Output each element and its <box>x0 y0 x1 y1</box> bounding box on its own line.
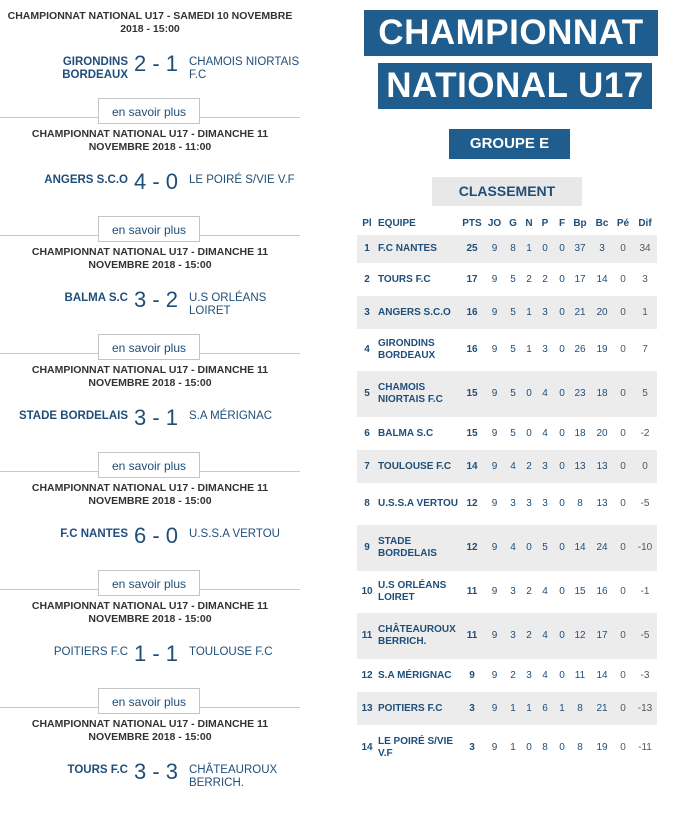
standings-row <box>357 450 657 483</box>
cell-n: 1 <box>526 306 532 318</box>
cell-g: 5 <box>510 427 516 439</box>
cell-g: 3 <box>510 498 516 509</box>
match-title-line1: CHAMPIONNAT NATIONAL U17 - SAMEDI 10 NOVEMBRE <box>7 10 293 22</box>
cell-bp: 8 <box>577 498 583 509</box>
cell-bc: 13 <box>596 498 608 509</box>
cell-pts: 15 <box>466 388 478 399</box>
cell-dif: -5 <box>640 630 650 641</box>
standings-row <box>357 417 657 450</box>
match-title-line2: NOVEMBRE 2018 - 15:00 <box>88 377 212 389</box>
match-score: 6 - 0 <box>133 523 179 548</box>
cell-pe: 0 <box>620 427 626 439</box>
cell-pe: 0 <box>620 388 626 399</box>
more-info-button[interactable]: en savoir plus <box>98 98 200 124</box>
cell-g: 5 <box>510 388 516 399</box>
cell-bp: 18 <box>574 427 586 439</box>
cell-p: 4 <box>542 586 548 597</box>
cell-jo: 9 <box>491 388 498 399</box>
header-bp: Bp <box>573 218 587 229</box>
cell-team[interactable]: F.C NANTES <box>378 243 437 254</box>
header-pts: PTS <box>462 218 482 229</box>
cell-n: 3 <box>526 669 532 681</box>
match-title-line1: CHAMPIONNAT NATIONAL U17 - DIMANCHE 11 <box>31 128 269 140</box>
cell-pts: 3 <box>469 742 475 753</box>
cell-n: 2 <box>526 586 532 597</box>
home-team[interactable]: GIRONDINS BORDEAUX <box>62 56 128 81</box>
cell-jo: 9 <box>491 460 498 472</box>
cell-p: 5 <box>542 542 548 553</box>
cell-n: 1 <box>526 243 532 254</box>
match-title-line2: 2018 - 15:00 <box>120 23 180 35</box>
header-bc: Bc <box>595 218 609 229</box>
cell-team[interactable]: BALMA S.C <box>378 427 434 439</box>
cell-jo: 9 <box>491 630 498 641</box>
match-title <box>0 246 300 272</box>
standings-row <box>357 329 657 371</box>
cell-p: 4 <box>542 388 548 399</box>
cell-n: 2 <box>526 273 532 285</box>
home-team[interactable]: ANGERS S.C.O <box>44 174 128 186</box>
cell-bc: 24 <box>596 542 608 553</box>
header-n: N <box>525 218 533 229</box>
match-title-line2: NOVEMBRE 2018 - 11:00 <box>88 141 212 153</box>
header-p: P <box>541 218 549 229</box>
competition-title-line2: NATIONAL U17 <box>378 63 652 109</box>
cell-jo: 9 <box>491 742 498 753</box>
group-badge: GROUPE E <box>449 129 570 159</box>
cell-bp: 17 <box>574 273 586 285</box>
cell-dif: 7 <box>642 344 648 355</box>
match-title-line1: CHAMPIONNAT NATIONAL U17 - DIMANCHE 11 <box>31 246 269 258</box>
cell-g: 4 <box>510 460 516 472</box>
cell-p: 6 <box>542 702 548 714</box>
cell-p: 2 <box>542 273 548 285</box>
cell-bc: 16 <box>596 586 608 597</box>
match-title <box>0 364 300 390</box>
match-title-line1: CHAMPIONNAT NATIONAL U17 - DIMANCHE 11 <box>31 364 269 376</box>
match-score: 2 - 1 <box>133 51 179 76</box>
match-list <box>0 0 300 788</box>
cell-f: 0 <box>559 498 565 509</box>
more-info-button[interactable]: en savoir plus <box>98 334 200 360</box>
cell-p: 3 <box>542 306 548 318</box>
cell-p: 4 <box>542 630 548 641</box>
cell-pts: 11 <box>466 586 478 597</box>
away-team[interactable]: U.S.S.A VERTOU <box>189 528 280 540</box>
cell-pe: 0 <box>620 669 626 681</box>
cell-team[interactable]: U.S ORLÉANS LOIRET <box>378 580 447 603</box>
cell-pl: 2 <box>364 273 370 285</box>
cell-f: 0 <box>559 306 565 318</box>
standings-row <box>357 371 657 417</box>
cell-pl: 11 <box>361 630 373 641</box>
match-title-line2: NOVEMBRE 2018 - 15:00 <box>88 613 212 625</box>
match-title <box>0 10 300 36</box>
match-card <box>0 472 300 590</box>
cell-dif: -10 <box>637 542 653 553</box>
cell-bc: 20 <box>596 306 608 318</box>
standings-row <box>357 613 657 659</box>
cell-bp: 13 <box>574 460 586 472</box>
header-g: G <box>509 218 517 229</box>
match-title <box>0 718 300 744</box>
cell-dif: -3 <box>640 669 650 681</box>
cell-g: 3 <box>510 630 516 641</box>
match-title-line1: CHAMPIONNAT NATIONAL U17 - DIMANCHE 11 <box>31 718 269 730</box>
cell-g: 1 <box>510 742 516 753</box>
match-card <box>0 354 300 472</box>
match-title <box>0 128 300 154</box>
cell-team[interactable]: CHÂTEAUROUX BERRICH. <box>378 624 456 647</box>
standings-table <box>357 213 657 771</box>
cell-dif: 34 <box>639 243 651 254</box>
standings-row <box>357 483 657 525</box>
cell-dif: 3 <box>642 273 648 285</box>
match-score: 4 - 0 <box>133 169 179 194</box>
cell-dif: -2 <box>640 427 650 439</box>
cell-team[interactable]: TOULOUSE F.C <box>378 460 452 472</box>
cell-f: 0 <box>559 586 565 597</box>
header-f: F <box>558 218 566 229</box>
header-pl: Pl <box>362 218 372 229</box>
cell-pts: 16 <box>466 344 478 355</box>
cell-n: 1 <box>526 702 532 714</box>
away-team[interactable]: LE POIRÉ S/VIE V.F <box>189 174 295 186</box>
cell-n: 2 <box>526 460 532 472</box>
cell-pts: 11 <box>466 630 478 641</box>
cell-pl: 5 <box>364 388 370 399</box>
cell-team[interactable]: STADE BORDELAIS <box>378 536 437 559</box>
standings-row <box>357 692 657 725</box>
away-team[interactable]: S.A MÉRIGNAC <box>189 410 273 422</box>
cell-p: 4 <box>542 669 548 681</box>
cell-bc: 19 <box>596 344 608 355</box>
more-info-button[interactable]: en savoir plus <box>98 452 200 478</box>
cell-pts: 15 <box>466 427 478 439</box>
cell-bc: 17 <box>596 630 608 641</box>
more-info-button[interactable]: en savoir plus <box>98 688 200 714</box>
cell-team[interactable]: ANGERS S.C.O <box>378 306 451 318</box>
cell-p: 3 <box>542 498 548 509</box>
cell-pl: 7 <box>364 460 370 472</box>
cell-jo: 9 <box>491 344 498 355</box>
cell-pl: 12 <box>361 669 373 681</box>
home-team[interactable]: STADE BORDELAIS <box>18 410 128 422</box>
cell-pts: 25 <box>466 243 478 254</box>
cell-f: 0 <box>559 243 565 254</box>
cell-bc: 3 <box>599 243 605 254</box>
cell-pts: 16 <box>466 306 478 318</box>
cell-p: 3 <box>542 460 548 472</box>
cell-team[interactable]: GIRONDINS BORDEAUX <box>378 338 436 361</box>
cell-g: 3 <box>510 586 516 597</box>
cell-g: 1 <box>510 702 516 714</box>
cell-bp: 11 <box>574 669 586 681</box>
cell-n: 2 <box>526 630 532 641</box>
away-team[interactable]: TOULOUSE F.C <box>189 646 273 658</box>
header-jo: JO <box>487 218 502 229</box>
standings-row <box>357 659 657 692</box>
cell-bp: 37 <box>574 243 586 254</box>
match-card <box>0 590 300 708</box>
cell-bp: 12 <box>574 630 586 641</box>
cell-team[interactable]: U.S.S.A VERTOU <box>378 498 459 509</box>
home-team[interactable]: F.C NANTES <box>60 528 128 540</box>
cell-p: 8 <box>542 742 548 753</box>
cell-dif: 5 <box>642 388 648 399</box>
home-team[interactable]: TOURS F.C <box>67 764 128 776</box>
cell-pts: 14 <box>466 460 478 472</box>
cell-p: 3 <box>542 344 548 355</box>
cell-f: 0 <box>559 273 565 285</box>
cell-g: 5 <box>510 344 516 355</box>
cell-jo: 9 <box>491 427 498 439</box>
cell-jo: 9 <box>491 306 498 318</box>
more-info-button[interactable]: en savoir plus <box>98 216 200 242</box>
cell-jo: 9 <box>491 542 498 553</box>
cell-bc: 21 <box>596 702 608 714</box>
match-score: 3 - 1 <box>133 405 179 430</box>
match-score: 1 - 1 <box>133 641 179 666</box>
cell-jo: 9 <box>491 243 498 254</box>
match-title-line2: NOVEMBRE 2018 - 15:00 <box>88 259 212 271</box>
cell-dif: -13 <box>637 702 653 714</box>
cell-bc: 18 <box>596 388 608 399</box>
cell-jo: 9 <box>491 702 498 714</box>
cell-team[interactable]: S.A MÉRIGNAC <box>378 669 452 681</box>
cell-bc: 14 <box>596 273 608 285</box>
cell-n: 0 <box>526 427 532 439</box>
standings-row <box>357 263 657 296</box>
cell-jo: 9 <box>491 586 498 597</box>
match-title-line1: CHAMPIONNAT NATIONAL U17 - DIMANCHE 11 <box>31 600 269 612</box>
match-title-line1: CHAMPIONNAT NATIONAL U17 - DIMANCHE 11 <box>31 482 269 494</box>
cell-f: 0 <box>559 427 565 439</box>
cell-pl: 10 <box>361 586 373 597</box>
cell-f: 0 <box>559 344 565 355</box>
cell-jo: 9 <box>491 669 498 681</box>
cell-bp: 8 <box>577 702 583 714</box>
cell-pl: 14 <box>361 742 373 753</box>
match-title-line2: NOVEMBRE 2018 - 15:00 <box>88 731 212 743</box>
cell-team[interactable]: LE POIRÉ S/VIE V.F <box>378 736 454 759</box>
standings-header-row <box>357 213 657 235</box>
header-dif: Dif <box>638 218 652 229</box>
cell-pe: 0 <box>620 742 626 753</box>
classement-heading: CLASSEMENT <box>432 177 582 206</box>
cell-pe: 0 <box>620 498 626 509</box>
cell-pl: 8 <box>364 498 370 509</box>
match-card <box>0 0 300 118</box>
cell-bp: 14 <box>574 542 586 553</box>
match-card <box>0 708 300 788</box>
cell-g: 5 <box>510 273 516 285</box>
cell-p: 4 <box>542 427 548 439</box>
standings-row <box>357 725 657 771</box>
cell-g: 8 <box>510 243 516 254</box>
match-card <box>0 236 300 354</box>
cell-dif: -5 <box>640 498 650 509</box>
match-title <box>0 482 300 508</box>
cell-pe: 0 <box>620 630 626 641</box>
cell-p: 0 <box>542 243 548 254</box>
home-team[interactable]: POITIERS F.C <box>53 646 128 658</box>
cell-pts: 12 <box>466 542 478 553</box>
header-pe: Pé <box>616 218 630 229</box>
cell-pl: 13 <box>361 702 373 714</box>
cell-jo: 9 <box>491 498 498 509</box>
cell-bc: 13 <box>596 460 608 472</box>
cell-pe: 0 <box>620 344 626 355</box>
cell-bc: 19 <box>596 742 608 753</box>
cell-dif: -1 <box>640 586 650 597</box>
match-score: 3 - 3 <box>133 759 179 784</box>
cell-pe: 0 <box>620 243 626 254</box>
away-team[interactable]: CHÂTEAUROUX BERRICH. <box>189 764 278 789</box>
cell-n: 0 <box>526 742 532 753</box>
cell-jo: 9 <box>491 273 498 285</box>
cell-pl: 9 <box>364 542 370 553</box>
cell-bc: 20 <box>596 427 608 439</box>
cell-bc: 14 <box>596 669 608 681</box>
cell-bp: 26 <box>574 344 586 355</box>
cell-n: 0 <box>526 542 532 553</box>
standings-row <box>357 525 657 571</box>
cell-f: 0 <box>559 542 565 553</box>
match-title <box>0 600 300 626</box>
cell-dif: 1 <box>642 306 648 318</box>
header-equipe: EQUIPE <box>378 218 416 229</box>
standings-row <box>357 235 657 263</box>
cell-pts: 17 <box>466 273 478 285</box>
cell-pe: 0 <box>620 542 626 553</box>
cell-pts: 9 <box>469 669 475 681</box>
cell-pl: 3 <box>364 306 370 318</box>
cell-team[interactable]: POITIERS F.C <box>378 702 443 714</box>
cell-pe: 0 <box>620 460 626 472</box>
cell-dif: 0 <box>642 460 648 472</box>
cell-f: 0 <box>559 669 565 681</box>
cell-pts: 3 <box>469 702 475 714</box>
cell-f: 1 <box>559 702 565 714</box>
cell-bp: 21 <box>574 306 586 318</box>
match-title-line2: NOVEMBRE 2018 - 15:00 <box>88 495 212 507</box>
cell-team[interactable]: CHAMOIS NIORTAIS F.C <box>378 382 443 405</box>
cell-bp: 15 <box>574 586 586 597</box>
cell-pe: 0 <box>620 586 626 597</box>
standings-row <box>357 296 657 329</box>
match-score: 3 - 2 <box>133 287 179 312</box>
cell-n: 1 <box>526 344 532 355</box>
standings-row <box>357 571 657 613</box>
cell-pe: 0 <box>620 306 626 318</box>
competition-title-line1: CHAMPIONNAT <box>364 10 658 56</box>
cell-g: 5 <box>510 306 516 318</box>
cell-f: 0 <box>559 460 565 472</box>
more-info-button[interactable]: en savoir plus <box>98 570 200 596</box>
cell-n: 0 <box>526 388 532 399</box>
cell-bp: 8 <box>577 742 583 753</box>
standings-body <box>357 235 657 771</box>
cell-pts: 12 <box>466 498 478 509</box>
away-team[interactable]: CHAMOIS NIORTAIS F.C <box>189 56 300 81</box>
cell-pe: 0 <box>620 702 626 714</box>
home-team[interactable]: BALMA S.C <box>64 292 128 304</box>
cell-pl: 4 <box>364 344 370 355</box>
cell-team[interactable]: TOURS F.C <box>378 273 431 285</box>
cell-pe: 0 <box>620 273 626 285</box>
cell-g: 2 <box>510 669 516 681</box>
cell-pl: 6 <box>364 427 370 439</box>
away-team[interactable]: U.S ORLÉANS LOIRET <box>189 292 267 317</box>
match-card <box>0 118 300 236</box>
cell-g: 4 <box>510 542 516 553</box>
cell-bp: 23 <box>574 388 586 399</box>
cell-dif: -11 <box>638 742 652 753</box>
cell-f: 0 <box>559 630 565 641</box>
cell-n: 3 <box>526 498 532 509</box>
cell-pl: 1 <box>364 243 370 254</box>
cell-f: 0 <box>559 388 565 399</box>
cell-f: 0 <box>559 742 565 753</box>
